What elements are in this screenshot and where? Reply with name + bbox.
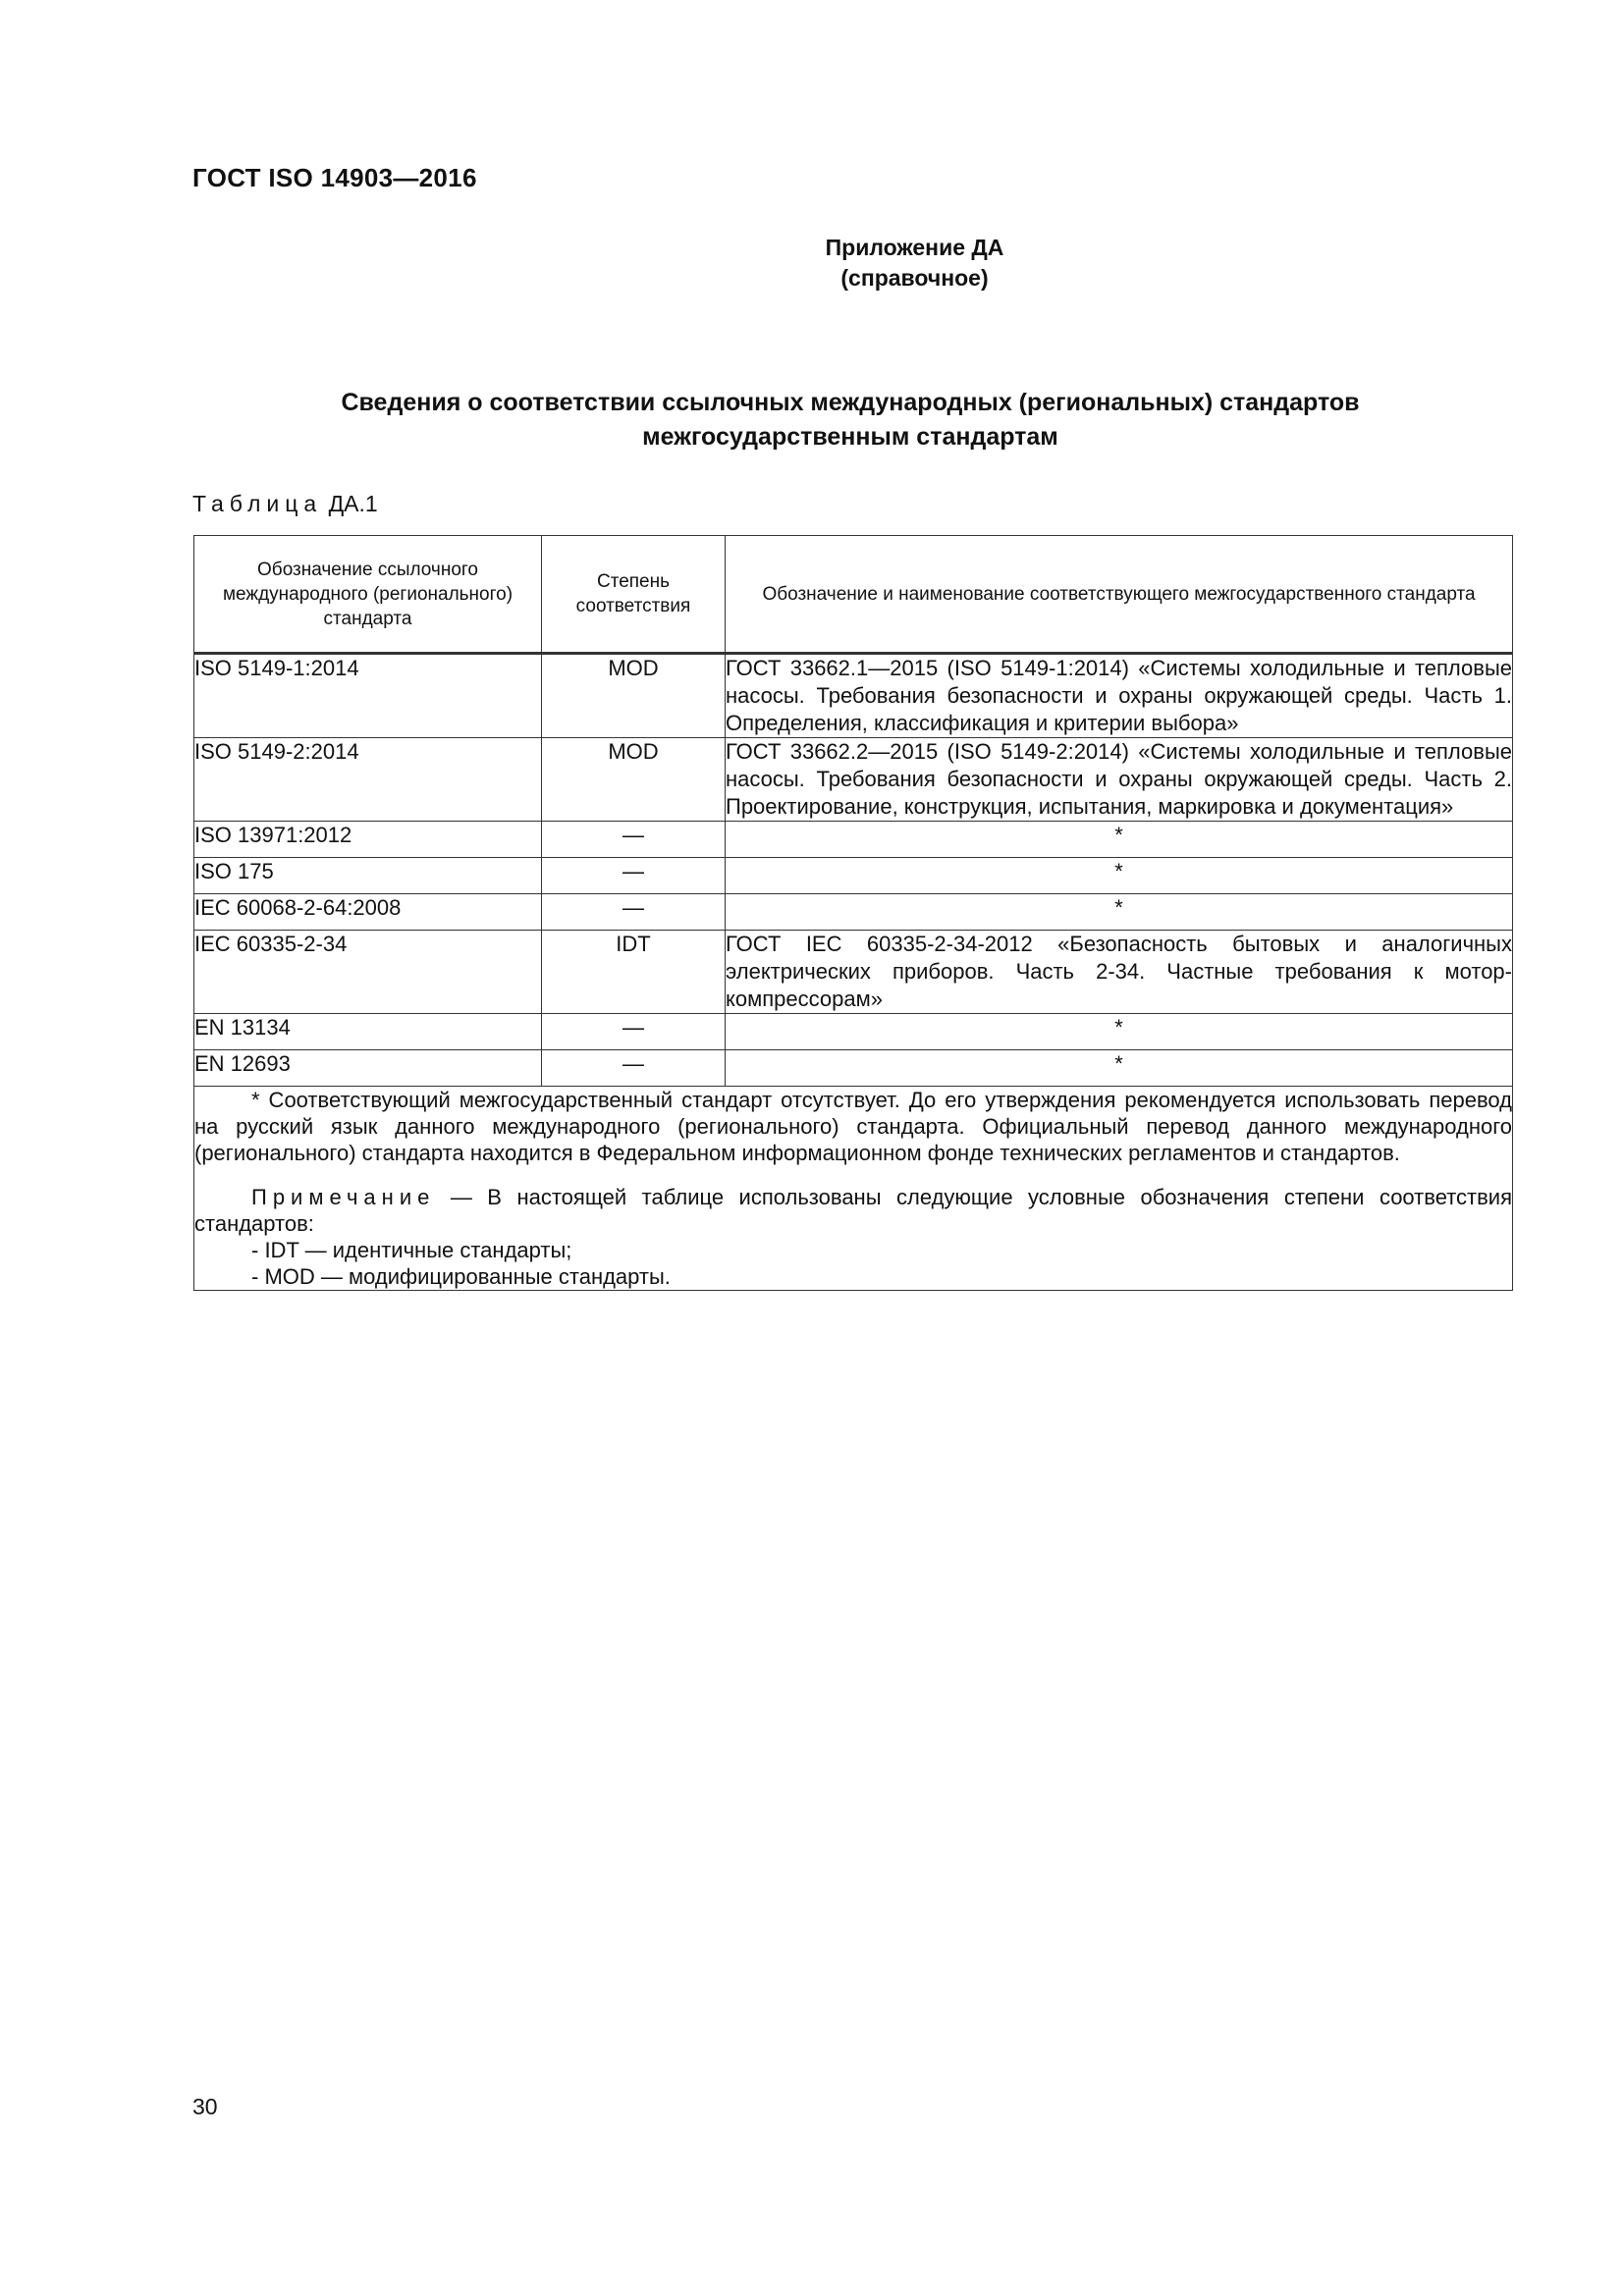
table-label-number: ДА.1 bbox=[328, 491, 378, 516]
cell-degree: — bbox=[542, 1050, 726, 1087]
table-label-word: Таблица bbox=[192, 491, 323, 516]
cell-reference: ISO 13971:2012 bbox=[194, 822, 542, 858]
cell-national: * bbox=[726, 894, 1513, 931]
table-row bbox=[194, 931, 1513, 1014]
section-title-line-1: Сведения о соответствии ссылочных международных (региональных) стандартов bbox=[341, 389, 1360, 416]
cell-national: ГОСТ IEC 60335-2-34-2012 «Безопасность бытовых и аналогичных электрических приборов. Часть 2-34. Частные требования к мотор-компрессорам» bbox=[726, 931, 1513, 1014]
cell-reference: ISO 5149-1:2014 bbox=[194, 654, 542, 738]
note-text: — В настоящей таблице использованы следующие условные обозначения степени соответствия стандартов: bbox=[194, 1185, 1512, 1236]
table-header-row bbox=[194, 536, 1513, 654]
cell-degree: — bbox=[542, 894, 726, 931]
table-row bbox=[194, 894, 1513, 931]
table-label bbox=[192, 491, 378, 517]
page-number: 30 bbox=[192, 2094, 218, 2119]
cell-national: ГОСТ 33662.1—2015 (ISO 5149-1:2014) «Системы холодильные и тепловые насосы. Требования безопасности и охраны окружающей среды. Часть 1. Определения, классификация и критерии выбора» bbox=[726, 654, 1513, 738]
cell-degree: IDT bbox=[542, 931, 726, 1014]
table-footer-row bbox=[194, 1087, 1513, 1291]
cell-reference: EN 13134 bbox=[194, 1014, 542, 1050]
cell-degree: MOD bbox=[542, 738, 726, 822]
footnote-text: * Соответствующий межгосударственный стандарт отсутствует. До его утверждения рекомендуется использовать перевод на русский язык данного международного (регионального) стандарта. Официальный перевод данного международного (регионального) стандарта находится в Федеральном информационном фонде технических регламентов и стандартов. bbox=[194, 1088, 1512, 1165]
cell-degree: MOD bbox=[542, 654, 726, 738]
cell-reference: IEC 60335-2-34 bbox=[194, 931, 542, 1014]
note-paragraph bbox=[194, 1184, 1512, 1237]
annex-title: Приложение ДА bbox=[825, 235, 1004, 260]
annex-subtitle: (справочное) bbox=[840, 265, 989, 291]
section-title bbox=[192, 386, 1508, 454]
document-code: ГОСТ ISO 14903—2016 bbox=[192, 163, 477, 192]
column-header-national: Обозначение и наименование соответствующего межгосударственного стандарта bbox=[726, 536, 1513, 654]
section-title-line-2: межгосударственным стандартам bbox=[642, 423, 1058, 451]
table-row bbox=[194, 858, 1513, 894]
cell-degree: — bbox=[542, 1014, 726, 1050]
cell-reference: EN 12693 bbox=[194, 1050, 542, 1087]
correspondence-table bbox=[193, 535, 1513, 1291]
table-row bbox=[194, 738, 1513, 822]
cell-reference: IEC 60068-2-64:2008 bbox=[194, 894, 542, 931]
cell-reference: ISO 5149-2:2014 bbox=[194, 738, 542, 822]
cell-degree: — bbox=[542, 858, 726, 894]
table-row bbox=[194, 1014, 1513, 1050]
cell-reference: ISO 175 bbox=[194, 858, 542, 894]
table-row bbox=[194, 1050, 1513, 1087]
cell-national: * bbox=[726, 1014, 1513, 1050]
annex-heading bbox=[0, 233, 1623, 294]
cell-national: * bbox=[726, 1050, 1513, 1087]
cell-national: * bbox=[726, 858, 1513, 894]
note-list-item: - IDT — идентичные стандарты; bbox=[251, 1238, 572, 1262]
column-header-reference: Обозначение ссылочного международного (регионального) стандарта bbox=[194, 536, 542, 654]
note-list-item: - MOD — модифицированные стандарты. bbox=[251, 1264, 671, 1289]
table-row bbox=[194, 822, 1513, 858]
cell-national: ГОСТ 33662.2—2015 (ISO 5149-2:2014) «Системы холодильные и тепловые насосы. Требования безопасности и охраны окружающей среды. Часть 2. Проектирование, конструкция, испытания, маркировка и документация» bbox=[726, 738, 1513, 822]
table-footer-cell bbox=[194, 1087, 1513, 1291]
column-header-degree: Степень соответствия bbox=[542, 536, 726, 654]
cell-national: * bbox=[726, 822, 1513, 858]
note-label: Примечание bbox=[251, 1185, 436, 1209]
table-row bbox=[194, 654, 1513, 738]
cell-degree: — bbox=[542, 822, 726, 858]
